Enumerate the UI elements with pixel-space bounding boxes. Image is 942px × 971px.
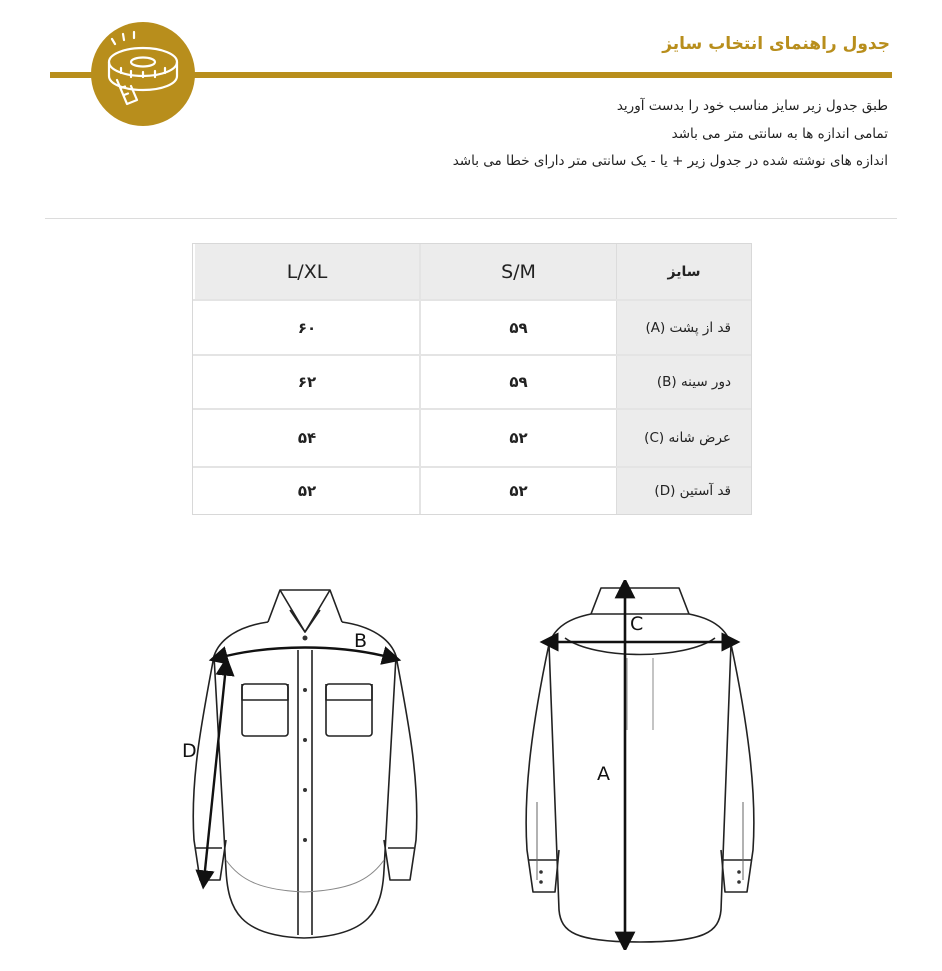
shirt-back-drawing bbox=[515, 580, 765, 950]
size-table bbox=[192, 243, 752, 515]
table-row bbox=[193, 468, 751, 514]
lxl-value: ۶۲ bbox=[297, 373, 317, 391]
sm-value: ۵۹ bbox=[419, 356, 617, 408]
row-label: عرض شانه (C) bbox=[617, 410, 751, 466]
table-row bbox=[193, 301, 751, 356]
label-b: B bbox=[354, 630, 368, 652]
row-label: قد از پشت (A) bbox=[617, 301, 751, 354]
lxl-value: ۵۴ bbox=[297, 429, 317, 447]
sm-value: ۵۹ bbox=[419, 301, 617, 354]
sm-value: ۵۲ bbox=[419, 468, 617, 514]
section-divider bbox=[45, 218, 897, 219]
column-header-sm: S/M bbox=[419, 244, 617, 299]
lxl-value: ۵۲ bbox=[297, 482, 317, 500]
label-d: D bbox=[182, 740, 197, 762]
intro-line: اندازه های نوشته شده در جدول زیر + یا - یک سانتی متر دارای خطا می باشد bbox=[452, 153, 888, 169]
page-title: جدول راهنمای انتخاب سایز bbox=[662, 34, 890, 54]
intro-line: طبق جدول زیر سایز مناسب خود را بدست آورید bbox=[616, 98, 888, 114]
row-label: قد آستین (D) bbox=[617, 468, 751, 514]
measuring-tape-icon bbox=[91, 22, 195, 126]
table-row bbox=[193, 410, 751, 468]
lxl-value: ۶۰ bbox=[297, 318, 317, 337]
intro-line: تمامی اندازه ها به سانتی متر می باشد bbox=[671, 125, 888, 142]
table-row bbox=[193, 356, 751, 410]
shirt-front-drawing bbox=[180, 580, 430, 950]
column-header-size: سایز bbox=[617, 244, 751, 299]
label-c: C bbox=[630, 613, 644, 635]
row-label: دور سینه (B) bbox=[617, 356, 751, 408]
table-header-row bbox=[193, 244, 751, 301]
measuring-tape-badge bbox=[91, 22, 195, 126]
intro-text bbox=[453, 93, 888, 176]
column-header-lxl: L/XL bbox=[195, 244, 419, 299]
sm-value: ۵۲ bbox=[419, 410, 617, 466]
label-a: A bbox=[597, 763, 610, 785]
